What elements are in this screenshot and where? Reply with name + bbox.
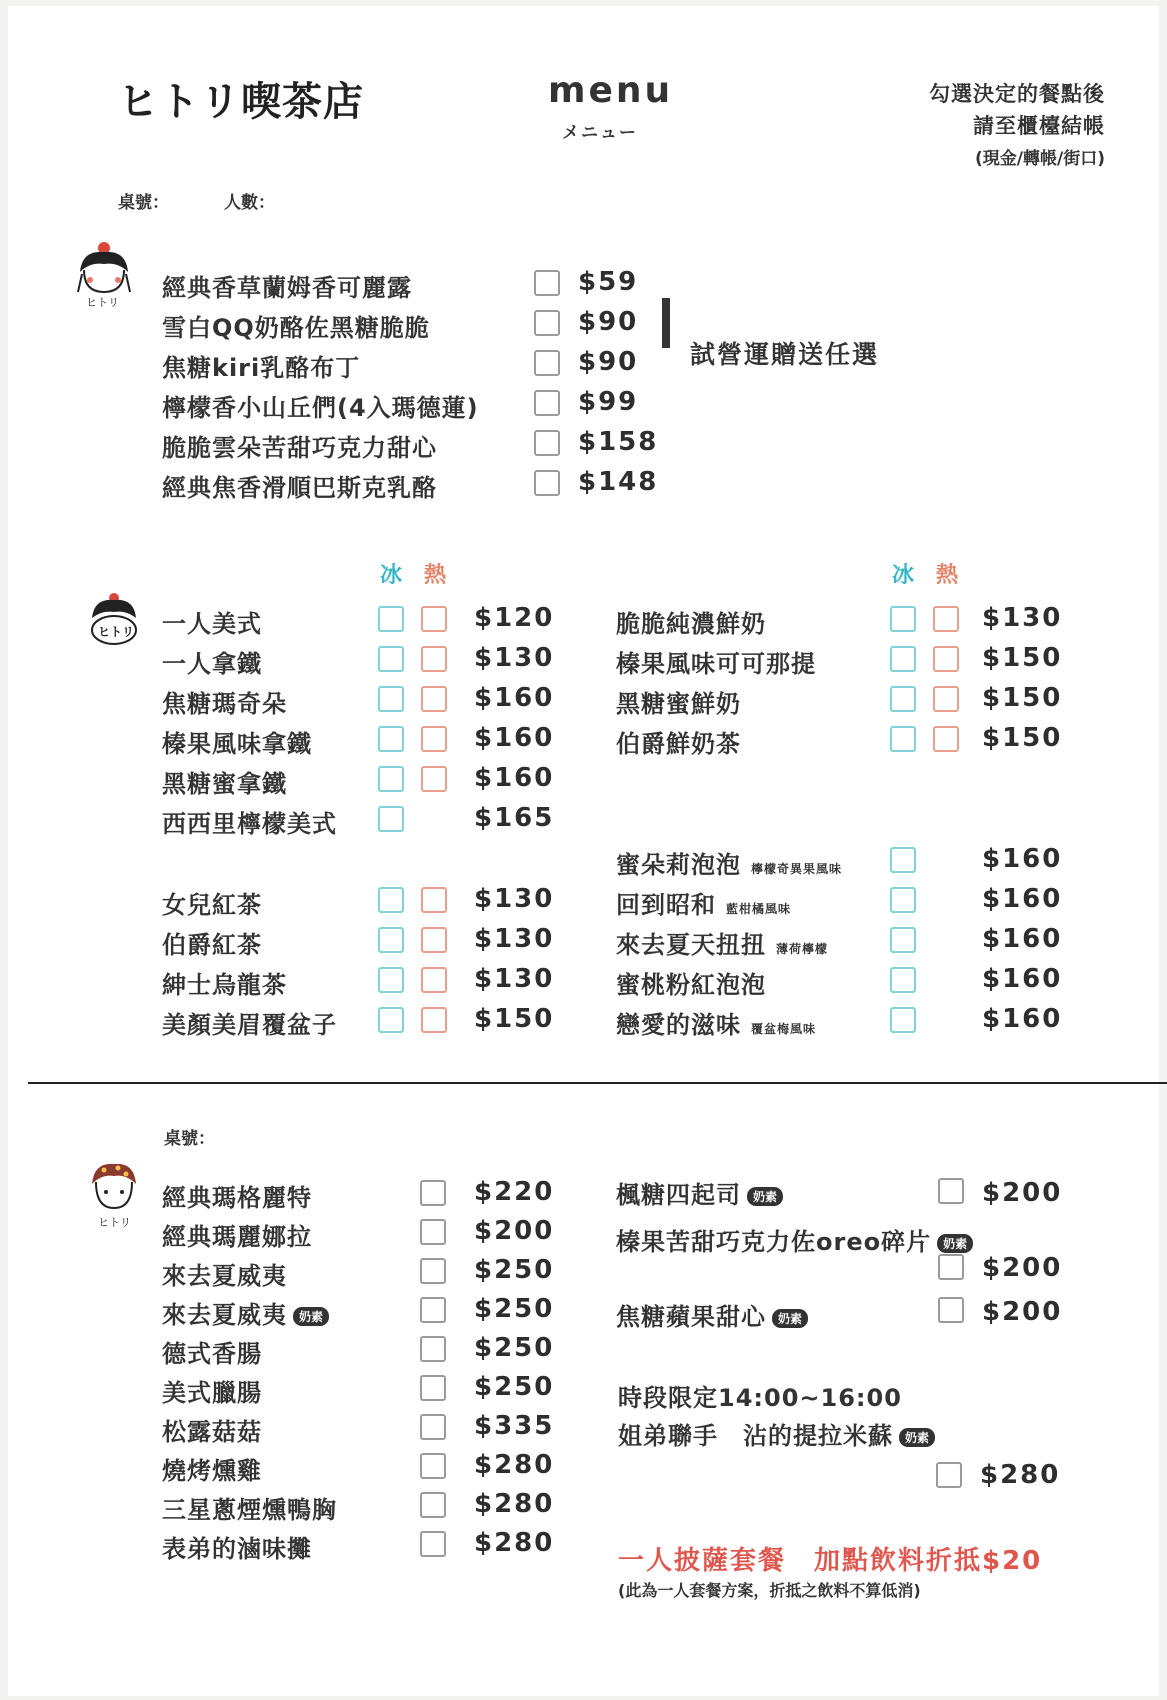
drink-price: $130 [474,924,555,954]
food-name [162,1178,312,1213]
drink-ice-checkbox[interactable] [890,686,916,712]
drink-hot-checkbox[interactable] [933,726,959,752]
people-count-label: 人數： [224,193,275,213]
food-checkbox[interactable] [420,1453,446,1479]
food-name-text: 楓糖四起司 [616,1181,741,1209]
food-price: $250 [474,1372,555,1402]
drink-ice-checkbox[interactable] [378,766,404,792]
drink-hot-checkbox[interactable] [933,646,959,672]
drink-name-text: 伯爵鮮奶茶 [616,730,741,758]
food-price: $280 [474,1489,555,1519]
food-name [162,1490,337,1525]
drink-hot-checkbox[interactable] [421,726,447,752]
food-name [162,1529,312,1564]
drink-ice-checkbox[interactable] [890,967,916,993]
food-checkbox[interactable] [938,1297,964,1323]
drink-name [616,684,741,719]
menu-subtitle: メニュー [562,123,638,143]
set-meal-note: (此為一人套餐方案，折抵之飲料不算低消) [618,1581,921,1600]
flavor-tag: 覆盆梅風味 [751,1022,817,1036]
order-note-line1: 勾選決定的餐點後 [929,82,1105,106]
drink-price: $160 [982,1004,1063,1034]
food-checkbox[interactable] [420,1492,446,1518]
drink-hot-checkbox[interactable] [421,887,447,913]
drink-hot-checkbox[interactable] [421,606,447,632]
drink-price: $160 [474,723,555,753]
food-price: $250 [474,1333,555,1363]
promo-bar [662,298,670,348]
timed-offer-item [618,1416,935,1451]
flavor-tag: 藍柑橘風味 [726,902,792,916]
food-name [616,1175,783,1210]
svg-text:ヒトリ: ヒトリ [86,296,119,309]
drink-price: $160 [982,924,1063,954]
drink-name-text: 來去夏天扭扭 [616,931,766,959]
drink-ice-checkbox[interactable] [890,847,916,873]
food-name-text: 焦糖蘋果甜心 [616,1303,766,1331]
dessert-price: $158 [578,427,659,457]
drink-name: 焦糖瑪奇朵 [162,690,287,718]
food-checkbox[interactable] [938,1178,964,1204]
svg-text:ヒトリ: ヒトリ [98,625,135,639]
food-name [162,1373,262,1408]
hot-header-left: 熱 [424,563,447,588]
drink-name: 黑糖蜜拿鐵 [162,770,287,798]
drink-name [616,604,766,639]
drink-ice-checkbox[interactable] [890,927,916,953]
drink-ice-checkbox[interactable] [378,726,404,752]
drink-price: $160 [982,844,1063,874]
drink-price: $130 [982,603,1063,633]
drink-name [616,644,816,679]
drink-hot-checkbox[interactable] [421,646,447,672]
food-checkbox[interactable] [420,1297,446,1323]
dessert-price: $148 [578,467,659,497]
drink-name [616,885,791,920]
drink-name: 西西里檸檬美式 [162,810,337,838]
drink-name-text: 蜜桃粉紅泡泡 [616,971,766,999]
ice-header-right: 冰 [892,563,915,588]
dessert-name: 經典焦香滑順巴斯克乳酪 [162,474,437,502]
food-name-text: 經典瑪麗娜拉 [162,1223,312,1251]
food-price: $200 [982,1178,1063,1208]
timed-offer-label: 時段限定14:00~16:00 [618,1384,902,1412]
drink-price: $130 [474,643,555,673]
dessert-price: $99 [578,387,639,417]
food-name-text: 經典瑪格麗特 [162,1184,312,1212]
food-name [162,1334,262,1369]
food-price: $220 [474,1177,555,1207]
drink-hot-checkbox[interactable] [421,967,447,993]
drink-name [616,965,766,1000]
drink-name [616,925,828,960]
veg-badge: 奶素 [293,1307,329,1326]
drink-ice-checkbox[interactable] [890,887,916,913]
timed-offer-checkbox[interactable] [936,1462,962,1488]
drink-price: $160 [982,964,1063,994]
promo-text: 試營運贈送任選 [690,340,880,369]
drink-hot-checkbox[interactable] [421,1007,447,1033]
dessert-price: $90 [578,307,639,337]
drink-name [616,845,842,880]
drink-ice-checkbox[interactable] [890,606,916,632]
drink-name: 伯爵紅茶 [162,931,262,959]
drink-name-text: 回到昭和 [616,891,716,919]
drink-name-text: 脆脆純濃鮮奶 [616,610,766,638]
drink-ice-checkbox[interactable] [378,1007,404,1033]
drink-name [616,724,741,759]
drink-name: 榛果風味拿鐵 [162,730,312,758]
food-name-text: 三星蔥煙燻鴨胸 [162,1496,337,1524]
svg-text:ヒトリ: ヒトリ [98,1216,131,1229]
dessert-name: 經典香草蘭姆香可麗露 [162,274,412,302]
drink-price: $130 [474,964,555,994]
food-name [162,1295,329,1330]
food-checkbox[interactable] [420,1336,446,1362]
drink-name: 一人美式 [162,610,262,638]
ice-header-left: 冰 [380,563,403,588]
food-name-text: 來去夏威夷 [162,1301,287,1329]
food-name [162,1451,262,1486]
drink-name: 女兒紅茶 [162,891,262,919]
food-name-text: 美式臘腸 [162,1379,262,1407]
food-name-text: 德式香腸 [162,1340,262,1368]
food-price: $200 [474,1216,555,1246]
dessert-checkbox[interactable] [534,430,560,456]
food-checkbox[interactable] [420,1375,446,1401]
dessert-checkbox[interactable] [534,470,560,496]
drink-name-text: 蜜朵莉泡泡 [616,851,741,879]
menu-title: menu [548,70,674,111]
food-name-text: 榛果苦甜巧克力佐oreo碎片 [616,1228,932,1256]
veg-badge: 奶素 [899,1428,935,1447]
food-checkbox[interactable] [420,1531,446,1557]
dessert-checkbox[interactable] [534,390,560,416]
drink-hot-checkbox[interactable] [933,686,959,712]
mascot-drink-icon [86,592,142,648]
food-price: $250 [474,1294,555,1324]
dessert-checkbox[interactable] [534,270,560,296]
dessert-name: 脆脆雲朵苦甜巧克力甜心 [162,434,437,462]
drink-hot-checkbox[interactable] [421,927,447,953]
drink-ice-checkbox[interactable] [378,686,404,712]
drink-price: $120 [474,603,555,633]
dessert-name: 焦糖kiri乳酪布丁 [162,354,361,382]
table-number-label-2: 桌號： [164,1129,215,1149]
drink-ice-checkbox[interactable] [378,967,404,993]
food-checkbox[interactable] [420,1414,446,1440]
dessert-checkbox[interactable] [534,350,560,376]
food-name-text: 燒烤燻雞 [162,1457,262,1485]
drink-price: $160 [474,763,555,793]
food-checkbox[interactable] [420,1219,446,1245]
food-price: $335 [474,1411,555,1441]
food-name [616,1297,808,1332]
shop-name: ヒトリ喫茶店 [118,79,364,125]
dessert-price: $59 [578,267,639,297]
food-name-text: 來去夏威夷 [162,1262,287,1290]
food-name-text: 松露菇菇 [162,1418,262,1446]
section-divider [28,1082,1167,1084]
drink-name-text: 榛果風味可可那提 [616,650,816,678]
drink-price: $160 [982,884,1063,914]
drink-name-text: 黑糖蜜鮮奶 [616,690,741,718]
payment-methods: (現金/轉帳/街口) [975,149,1105,169]
table-number-label: 桌號： [118,193,169,213]
drink-ice-checkbox[interactable] [378,806,404,832]
food-name [616,1222,973,1257]
food-name-text: 表弟的滷味攤 [162,1535,312,1563]
mascot-icon [74,240,134,310]
order-note-line2: 請至櫃檯結帳 [973,114,1105,138]
dessert-checkbox[interactable] [534,310,560,336]
drink-hot-checkbox[interactable] [421,766,447,792]
veg-badge: 奶素 [747,1187,783,1206]
drink-ice-checkbox[interactable] [890,726,916,752]
drink-price: $160 [474,683,555,713]
food-price: $200 [982,1253,1063,1283]
set-meal-title: 一人披薩套餐 加點飲料折抵$20 [618,1546,1043,1576]
food-price: $200 [982,1297,1063,1327]
drink-price: $150 [474,1004,555,1034]
drink-name: 一人拿鐵 [162,650,262,678]
flavor-tag: 檸檬奇異果風味 [751,862,843,876]
food-name [162,1412,262,1447]
drink-ice-checkbox[interactable] [890,1007,916,1033]
timed-offer-item-name: 姐弟聯手 沾的提拉米蘇 [618,1422,893,1450]
veg-badge: 奶素 [772,1309,808,1328]
veg-badge: 奶素 [937,1234,973,1253]
drink-hot-checkbox[interactable] [933,606,959,632]
drink-name-text: 戀愛的滋味 [616,1011,741,1039]
food-price: $280 [474,1450,555,1480]
mascot-food-icon [84,1158,144,1232]
drink-price: $130 [474,884,555,914]
food-name [162,1217,312,1252]
drink-hot-checkbox[interactable] [421,686,447,712]
drink-ice-checkbox[interactable] [378,646,404,672]
drink-ice-checkbox[interactable] [378,927,404,953]
food-price: $250 [474,1255,555,1285]
drink-name: 紳士烏龍茶 [162,971,287,999]
dessert-price: $90 [578,347,639,377]
timed-offer-price: $280 [980,1460,1061,1490]
dessert-name: 雪白QQ奶酪佐黑糖脆脆 [162,314,430,342]
drink-price: $150 [982,683,1063,713]
food-checkbox[interactable] [420,1180,446,1206]
hot-header-right: 熱 [936,563,959,588]
drink-price: $165 [474,803,555,833]
dessert-name: 檸檬香小山丘們(4入瑪德蓮) [162,394,479,422]
food-price: $280 [474,1528,555,1558]
food-checkbox[interactable] [420,1258,446,1284]
drink-ice-checkbox[interactable] [378,606,404,632]
drink-price: $150 [982,723,1063,753]
drink-name: 美顏美眉覆盆子 [162,1011,337,1039]
drink-name [616,1005,816,1040]
food-name [162,1256,287,1291]
drink-price: $150 [982,643,1063,673]
drink-ice-checkbox[interactable] [378,887,404,913]
drink-ice-checkbox[interactable] [890,646,916,672]
flavor-tag: 薄荷檸檬 [776,942,829,956]
food-checkbox[interactable] [938,1254,964,1280]
